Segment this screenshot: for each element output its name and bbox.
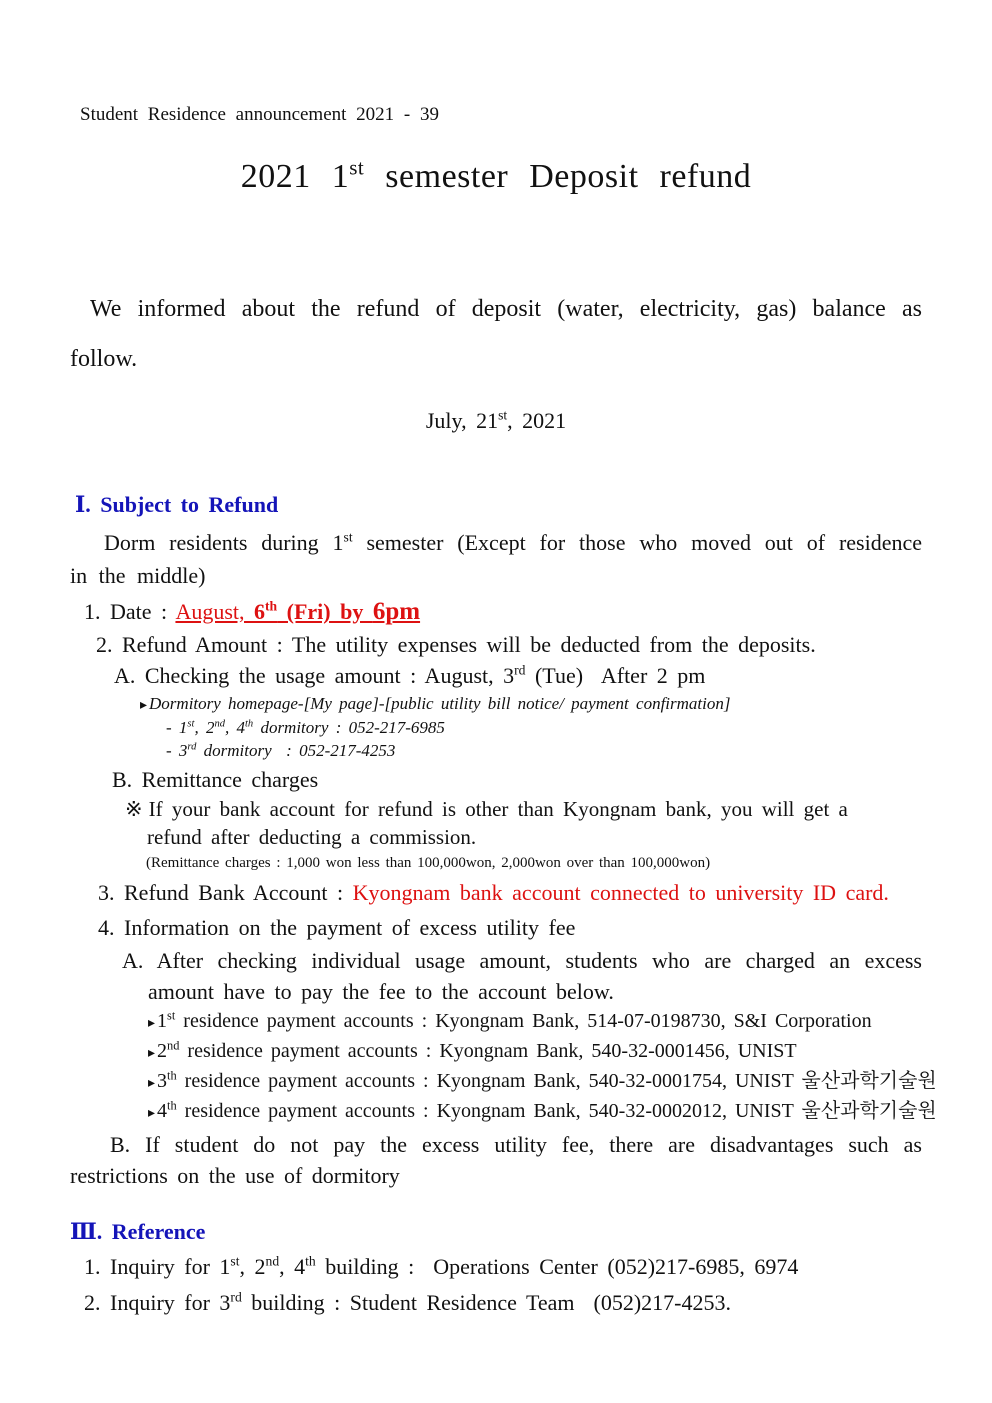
payment-account-text: 2nd residence payment accounts : Kyongnam Bank, 540-32-0001456, UNIST [157,1038,797,1062]
dormitory-phone-2: - 3rd dormitory : 052-217-4253 [166,741,396,760]
date-value-time: 6pm [372,598,421,625]
announcement-number: Student Residence announcement 2021 - 39 [80,104,440,125]
dormitory-phone-1: - 1st, 2nd, 4th dormitory : 052-217-6985 [166,718,445,737]
date-item [84,596,922,627]
triangle-bullet-icon: ▸ [148,1075,156,1091]
payment-account-row-1 [148,1007,922,1037]
date-value [175,599,420,624]
homepage-note [140,693,922,716]
date-value-day: 6th (Fri) by [254,598,373,624]
payment-account-row-2 [148,1037,922,1067]
excess-utility-fee-item: 4. Information on the payment of excess utility fee [98,915,576,940]
date-value-month: August, [175,599,254,624]
reference-inquiry-1: 1. Inquiry for 1st, 2nd, 4th building : Operations Center (052)217-6985, 6974 [84,1253,799,1279]
payment-account-text: 1st residence payment accounts : Kyongnam Bank, 514-07-0198730, S&I Corporation [157,1008,872,1032]
homepage-note-text: Dormitory homepage-[My page]-[public utility bill notice/ payment confirmation] [149,694,731,713]
payment-account-text: 3th residence payment accounts : Kyongnam Bank, 540-32-0001754, UNIST 울산과학기술원 [157,1068,937,1092]
excess-fee-paragraph-b: B. If student do not pay the excess utility fee, there are disadvantages such as restrictions on the use of dormitory [70,1132,922,1188]
payment-account-row-4 [148,1097,937,1127]
document-title: 2021 1st semester Deposit refund [240,155,752,195]
remittance-detail: (Remittance charges : 1,000 won less than 100,000won, 2,000won over than 100,000won) [146,855,711,871]
section-heading-subject-to-refund: Ⅰ. Subject to Refund [75,492,279,517]
refund-bank-account-item [98,877,922,908]
remittance-charges-item: B. Remittance charges [112,767,319,792]
refund-bank-account-label: 3. Refund Bank Account : [98,880,353,905]
triangle-bullet-icon: ▸ [148,1015,156,1031]
triangle-bullet-icon: ▸ [148,1045,156,1061]
triangle-bullet-icon: ▸ [148,1105,156,1121]
refund-amount-item: 2. Refund Amount : The utility expenses will be deducted from the deposits. [96,632,816,657]
excess-fee-paragraph-a: A. After checking individual usage amount, students who are charged an excess amount have to pay the fee to the account below. [122,948,922,1004]
remittance-note-text: If your bank account for refund is other than Kyongnam bank, you will get a refund after deducting a commission. [147,797,848,849]
issue-date: July, 21st, 2021 [425,407,567,433]
section-heading-reference: Ⅲ. Reference [70,1219,206,1244]
triangle-bullet-icon: ▸ [140,697,148,713]
date-label: 1. Date : [84,599,176,624]
checking-usage-item: A. Checking the usage amount : August, 3rd (Tue) After 2 pm [114,662,706,688]
remittance-note [125,795,867,851]
intro-paragraph: We informed about the refund of deposit (water, electricity, gas) balance as follow. [70,296,922,372]
reference-mark-icon: ※ [125,797,143,821]
payment-account-text: 4th residence payment accounts : Kyongnam Bank, 540-32-0002012, UNIST 울산과학기술원 [157,1098,937,1122]
refund-bank-account-value: Kyongnam bank account connected to university ID card. [352,880,889,905]
reference-inquiry-2: 2. Inquiry for 3rd building : Student Residence Team (052)217-4253. [84,1289,731,1315]
refund-subject-paragraph: Dorm residents during 1st semester (Except for those who moved out of residence in the middle) [70,529,923,588]
payment-account-row-3 [148,1067,937,1097]
